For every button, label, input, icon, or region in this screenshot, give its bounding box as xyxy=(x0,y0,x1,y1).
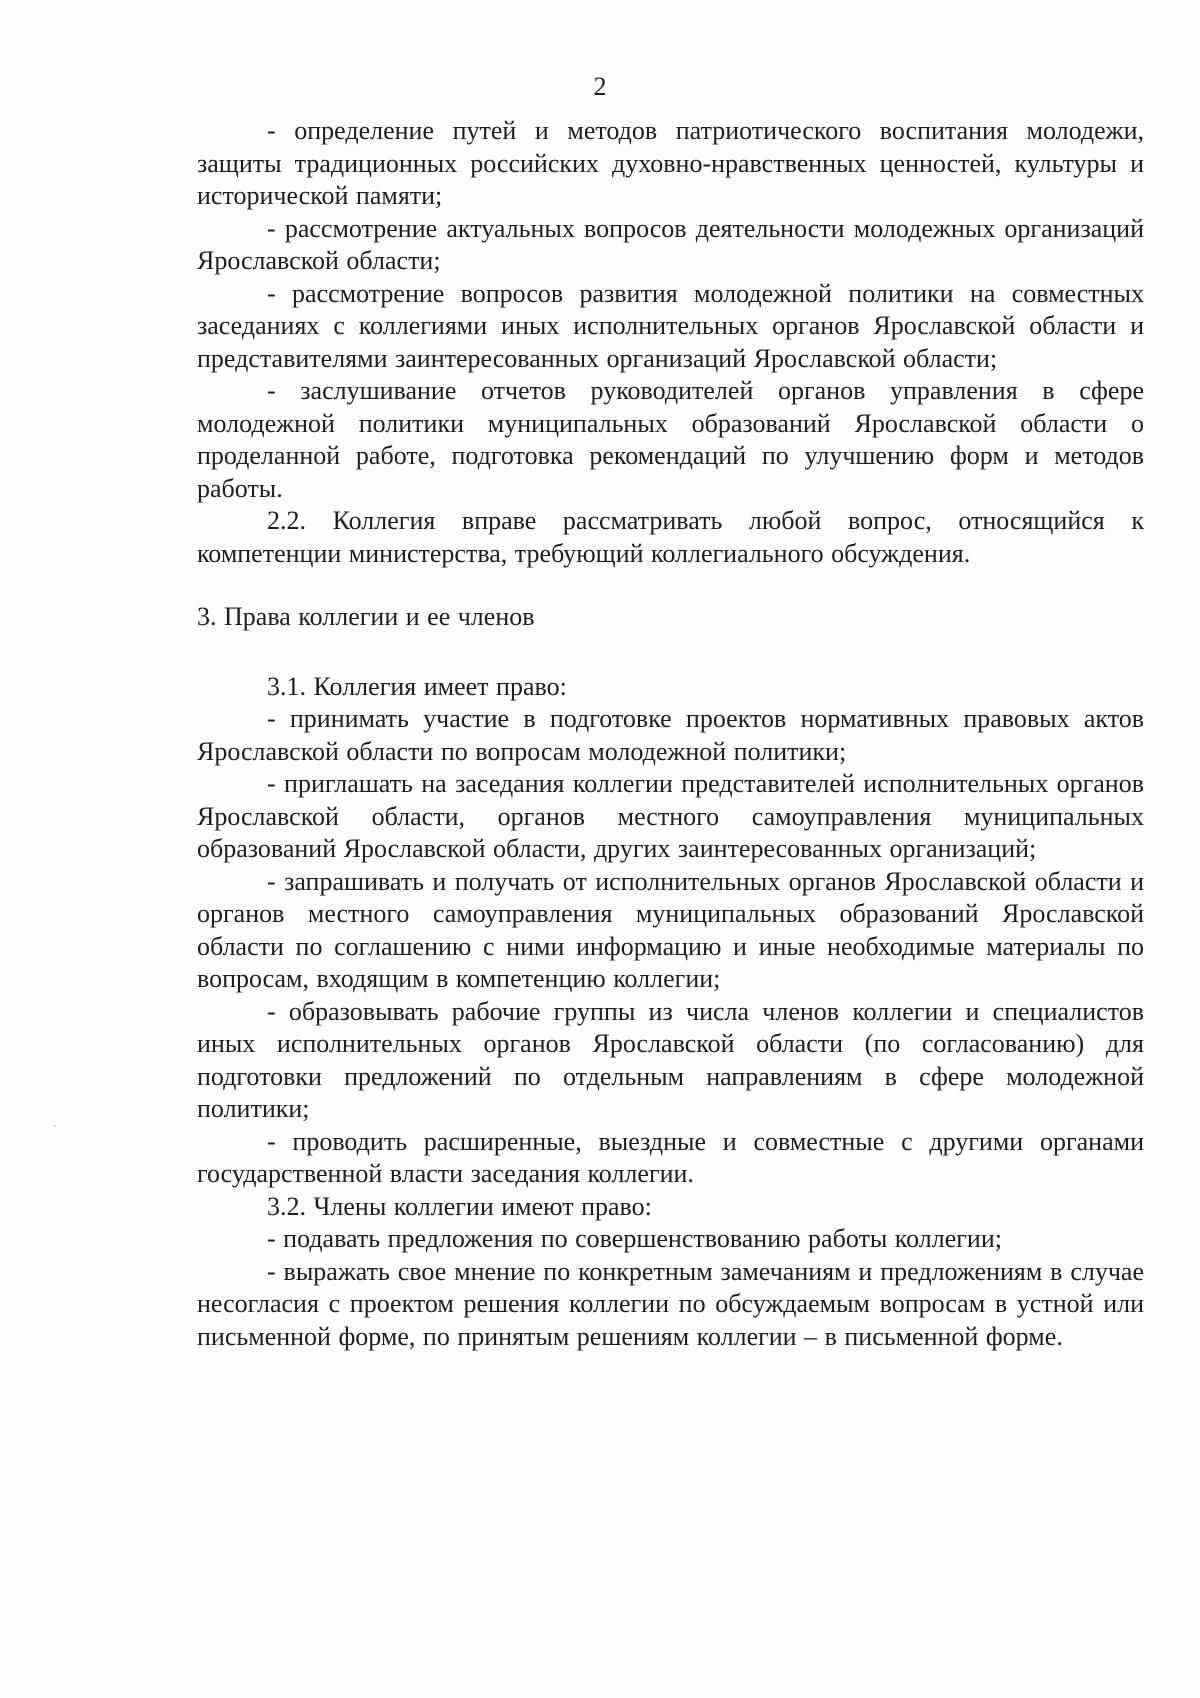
page-number: 2 xyxy=(593,72,607,101)
paragraph-submit-proposals: - подавать предложения по совершенствованию работы коллегии; xyxy=(267,1224,1002,1253)
paragraph-3-2: 3.2. Члены коллегии имеют право: xyxy=(267,1191,652,1221)
document-body xyxy=(197,115,1144,1353)
scan-speck xyxy=(54,1125,56,1127)
paragraph-invite-representatives: - приглашать на заседания коллегии представителей исполнительных органов Ярославской области, органов местного самоуправления муниципальных образований Ярославской области, других заинтересованных организаций; xyxy=(197,769,1144,863)
paragraph-2-2: 2.2. Коллегия вправе рассматривать любой вопрос, относящийся к компетенции министерства, требующий коллегиального обсуждения. xyxy=(197,506,1144,568)
paragraph-joint-meetings: - рассмотрение вопросов развития молодежной политики на совместных заседаниях с коллегиями иных исполнительных органов Ярославской области и представителями заинтересованных организаций Ярославской области; xyxy=(197,278,1144,373)
section-heading: 3. Права коллегии и ее членов xyxy=(197,602,535,631)
paragraph-draft-acts: - принимать участие в подготовке проектов нормативных правовых актов Ярославской области по вопросам молодежной политики; xyxy=(197,704,1144,766)
paragraph-3-1: 3.1. Коллегия имеет право: xyxy=(267,671,567,701)
paragraph-youth-organizations: - рассмотрение актуальных вопросов деятельности молодежных организаций Ярославской области; xyxy=(197,213,1144,275)
paragraph-reports-hearing: - заслушивание отчетов руководителей органов управления в сфере молодежной политики муниципальных образований Ярославской области о проделанной работе, подготовка рекомендаций по улучшению форм и методов работы. xyxy=(197,376,1144,503)
paragraph-patriotic-education: - определение путей и методов патриотического воспитания молодежи, защиты традиционных российских духовно-нравственных ценностей, культуры и исторической памяти; xyxy=(197,116,1144,210)
paragraph-express-opinion: - выражать свое мнение по конкретным замечаниям и предложениям в случае несогласия с проектом решения коллегии по обсуждаемым вопросам в устной или письменной форме, по принятым решениям коллегии – в письменной форме. xyxy=(197,1256,1144,1351)
paragraph-working-groups: - образовывать рабочие группы из числа членов коллегии и специалистов иных исполнительных органов Ярославской области (по согласованию) для подготовки предложений по отдельным направлениям в сфере молодежной политики; xyxy=(197,996,1144,1123)
paragraph-extended-meetings: - проводить расширенные, выездные и совместные с другими органами государственной власти заседания коллегии. xyxy=(197,1126,1144,1188)
paragraph-request-information: - запрашивать и получать от исполнительных органов Ярославской области и органов местного самоуправления муниципальных образований Ярославской области по соглашению с ними информацию и иные необходимые материалы по вопросам, входящим в компетенцию коллегии; xyxy=(197,866,1144,993)
